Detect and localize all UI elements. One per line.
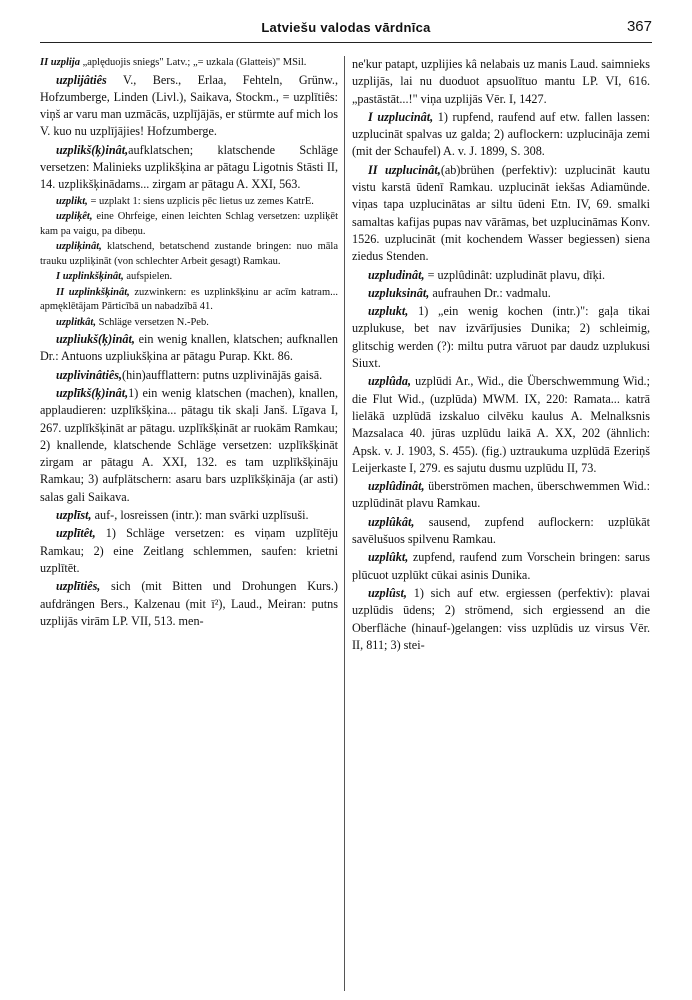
entry-headword: uzplikt,	[56, 195, 88, 207]
entry-definition: zupfend, raufend zum Vorschein bringen: sarus plūcuot uzplūkt cūkai asinis Dunika.	[352, 550, 650, 582]
entry-headword: uzplijâtiês	[56, 72, 107, 87]
entry-definition: 1) „ein wenig kochen (intr.)": gaļa tikai uzplukuse, bet nav izvārījusies Dunika; 2) schleimig, glitschig werden (?): miltu putra vāruot par daudz uzplukusi Siuxt.	[352, 304, 650, 371]
left-column	[40, 56, 338, 991]
entry-headword: I uzplucinât,	[368, 109, 434, 124]
entry-definition: (hin)aufflattern: putns uzplivinājās gaisā.	[122, 367, 323, 382]
dictionary-entry	[352, 109, 650, 161]
entry-headword: uzplûkt,	[368, 550, 409, 565]
entry-definition: = uzplakt 1: siens uzplicis pēc lietus uz zemes KatrE.	[87, 195, 314, 207]
entry-definition: sich (mit Bitten und Drohungen Kurs.) aufdrängen Bers., Kalzenau (mit ī²), Laud., Meiran: putns uzplijās virām LP. VII, 513. men-	[40, 579, 338, 628]
dictionary-entry	[40, 286, 338, 315]
dictionary-entry	[40, 142, 338, 194]
dictionary-entry	[352, 285, 650, 302]
entry-definition: überströmen machen, überschwemmen Wid.: uzplūdināt plavu Ramkau.	[352, 479, 650, 511]
entry-definition: 1) sich auf etw. ergiessen (perfektiv): plavai uzplūdis ūdens; 2) strömend, sich ergiessend an die Oberfläche (hinauf-)gelangen: viss uzplūdis uz virsus Vēr. II, 811; 3) stei-	[352, 585, 650, 652]
dictionary-entry	[40, 367, 338, 384]
entry-definition: auf-, losreissen (intr.): man svārki uzplīsuši.	[91, 508, 309, 523]
dictionary-entry	[40, 316, 338, 331]
dictionary-entry	[352, 478, 650, 513]
dictionary-entry	[352, 162, 650, 266]
entry-definition: V., Bers., Erlaa, Fehteln, Grünw., Hofzumberge, Linden (Livl.), Saikava, Stockm., = uzplītiês: viņš ar varu man uzmācās, uzplījājās, er stürmte auf mich los V. kuo nu uzplījājies! Hofzumberge.	[40, 72, 338, 139]
right-column	[352, 56, 650, 991]
entry-definition: „aplęduojis sniegs" Latv.; „= uzkala (Glatteis)" MSil.	[79, 57, 307, 68]
dictionary-entry	[40, 72, 338, 141]
entry-headword: uzplīst,	[56, 508, 92, 523]
dictionary-entry	[40, 195, 338, 210]
entry-definition: klatschend, betatschend zustande bringen: nuo māla trauku uzpliķināt (von schlechter Arbeit gesagt) Ramkau.	[40, 241, 338, 267]
dictionary-entry	[40, 210, 338, 239]
entry-headword: II uzplucinât,	[368, 162, 441, 177]
entry-definition: Schläge versetzen N.-Peb.	[95, 316, 209, 328]
entry-headword: uzplītêt,	[56, 526, 96, 541]
entry-headword: uzplûkât,	[368, 514, 415, 529]
dictionary-entry	[40, 578, 338, 630]
entry-definition: sausend, zupfend auflockern: uzplūkāt savēlušuos spilvenu Ramkau.	[352, 514, 650, 547]
entry-headword: uzpliukš(ķ)inât,	[56, 332, 135, 347]
dictionary-entry	[352, 514, 650, 549]
entry-definition: 1) rupfend, raufend auf etw. fallen lassen: uzplucināt spalvas uz galda; 2) auflockern: uzplucināja zemi (mit der Schaufel) A. v. J. 1899, S. 308.	[352, 109, 650, 159]
entry-definition: 1) ein wenig klatschen (machen), knallen, applaudieren: uzplīkšķina... pātagu tik skaļi Janš. Līgava I, 267. uzplīkšķināt ar pātagu. uzplīkšķināt ar ruokām Ramkau; 2) knallende, klatschende Schläge versetzen: uzplīkšķināt zirgam ar pātagu A. XXI, 132. es tam uzplīkšķināju Ramkau; 3) aufplätschern: asaru bars uzplīkšķināja (ar asti) salas gali Saikava.	[40, 385, 338, 504]
entry-headword: II uzplija	[40, 57, 80, 68]
entry-headword: uzplikš(ķ)inât,	[56, 142, 129, 157]
entry-headword: I uzplinkšķinât,	[56, 271, 124, 283]
entry-definition: ne'kur patapt, uzplijies kâ nelabais uz manis Laud. saimnieks uzplijās, lai nu duoduot apsuolītuo mantu LP. VI, 616. „pastāstāt...!" viņa uzplijās Vēr. I, 1427.	[352, 57, 650, 106]
dictionary-entry	[40, 56, 338, 71]
entry-definition: eine Ohrfeige, einen leichten Schlag versetzen: uzpliķēt kam pa vaigu, pa dibeņu.	[40, 211, 338, 237]
page-header	[40, 14, 652, 43]
dictionary-entry	[40, 507, 338, 524]
entry-headword: uzplītiês,	[56, 579, 101, 594]
dictionary-entry	[40, 240, 338, 269]
dictionary-entry	[352, 303, 650, 372]
entry-headword: uzplukt,	[368, 304, 409, 319]
dictionary-entry	[352, 267, 650, 284]
entry-definition: = uzplûdinât: uzpludināt plavu, dīķi.	[424, 267, 606, 282]
entry-definition: aufspielen.	[123, 271, 173, 283]
entry-headword: uzplivinâtiês,	[56, 367, 123, 382]
entry-definition: aufklatschen; klatschende Schläge versetzen: Malinieks uzplikšķina ar pātagu Ligotnis Stāsti II, 14. uzplikšķinādams... zirgam ar pātagu A. XXI, 563.	[40, 142, 338, 192]
entry-headword: uzplīkš(ķ)inât,	[56, 385, 129, 400]
dictionary-entry	[40, 270, 338, 285]
dictionary-entry	[352, 549, 650, 584]
dictionary-entry	[352, 373, 650, 477]
entry-headword: uzplûdinât,	[368, 479, 425, 494]
entry-headword: uzpliķinât,	[56, 241, 102, 253]
entry-headword: uzplûst,	[368, 585, 407, 600]
entry-headword: uzplitkât,	[56, 316, 96, 328]
entry-headword: uzplûda,	[368, 374, 412, 389]
page-number: 367	[626, 18, 652, 35]
entry-definition: aufrauhen Dr.: vadmalu.	[429, 285, 551, 300]
entry-headword: II uzplinkšķinât,	[56, 286, 130, 298]
entry-definition: ein wenig knallen, klatschen; aufknallen Dr.: Antuons uzpliukšķina ar pātagu Purap. Kkt. 86.	[40, 332, 338, 364]
entry-definition: (ab)brühen (perfektiv): uzplucināt kautu vistu karstā ūdenī Ramkau. uzplucināt iekšas Adiamünde. viņas tapa uzplucinātas ar siltu ūdeni Etn. IV, 69. smalki samaltas kafijas pupas nav vārāmas, bet uzplucināmas Konv. 1526. uzplucināt (mit kochendem Wasser begiessen) siena ziedus Stenden.	[352, 162, 650, 264]
entry-headword: uzpluksinât,	[368, 285, 430, 300]
dictionary-entry	[40, 331, 338, 366]
entry-headword: uzpliķêt,	[56, 211, 93, 223]
dictionary-entry	[40, 525, 338, 577]
running-title: Latviešu valodas vārdnīca	[261, 20, 431, 35]
column-divider	[344, 56, 345, 991]
dictionary-entry	[40, 385, 338, 506]
dictionary-entry	[352, 56, 650, 108]
entry-definition: uzplūdi Ar., Wid., die Überschwemmung Wid.; die Flut Wid., (uzplūda) MWM. IX, 220: Ramata... katrā lielākā uzplūdā izskaluo cilvēku kaulus A. Melnalksnis Mazsalaca 40. jūras uzplūdu laikā A. XX, 202 (ähnlich: Apsk. v. J. 1903, S. 455). (fig.) uztraukuma uzplūdā Ezeriņš Leijerkaste I, 279. es sajutu dusmu uzplūdu II, 73.	[352, 374, 650, 475]
dictionary-entry	[352, 585, 650, 654]
entry-definition: 1) Schläge versetzen: es viņam uzplītēju Ramkau; 2) eine Zeitlang schlemmen, saufen: krietni uzplītēt.	[40, 526, 338, 575]
entry-definition: zuzwinkern: es uzplinkšķinu ar acīm katram... apmęklētājam Pārticībā un nabadzībā 41.	[40, 286, 338, 313]
entry-headword: uzpludinât,	[368, 267, 425, 282]
